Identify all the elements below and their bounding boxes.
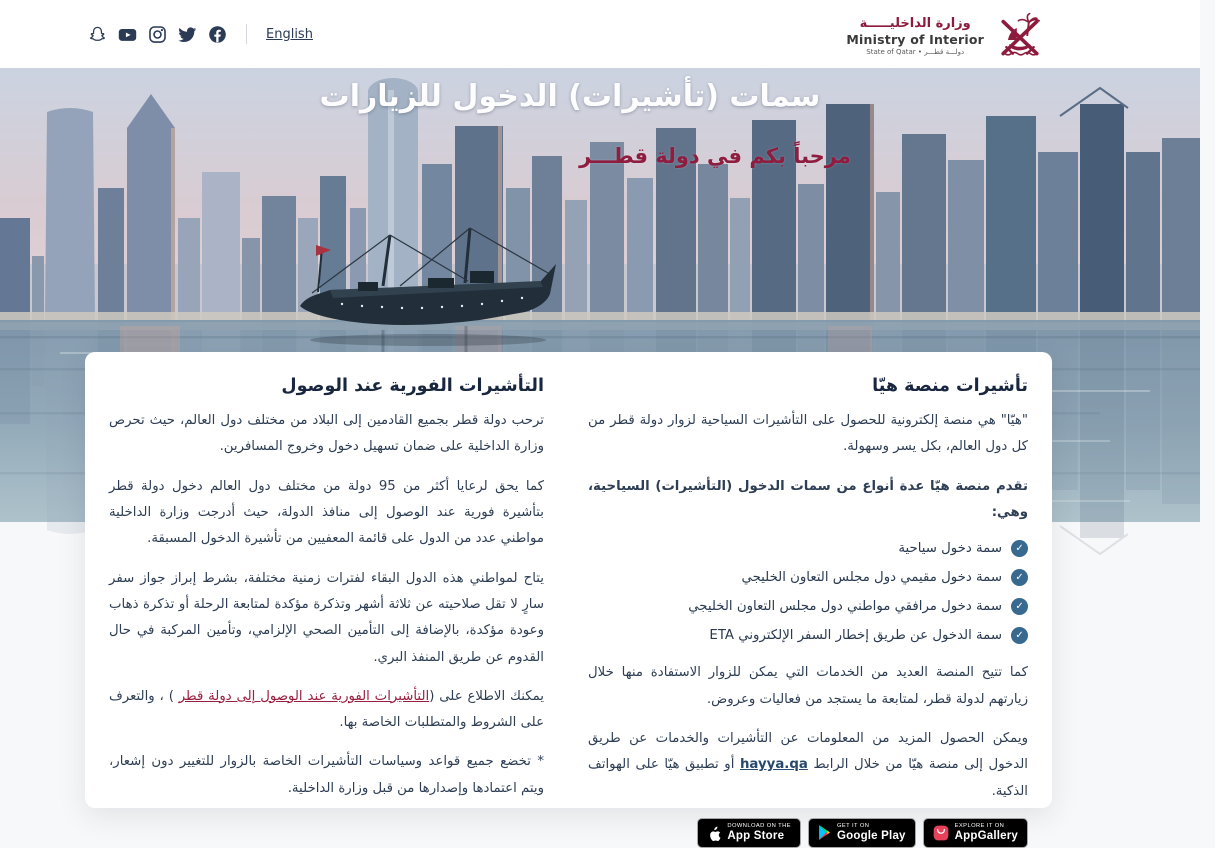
check-icon: ✓ (1011, 569, 1028, 586)
hayya-intro-line: تقدم منصة هيّا عدة أنواع من سمات الدخول (التأشيرات) السياحية، وهي: (588, 478, 1028, 520)
list-item (588, 592, 1028, 621)
list-item (588, 534, 1028, 563)
content-card (85, 352, 1052, 842)
badge-top-text: EXPLORE IT ON (954, 822, 1005, 829)
hayya-paragraph-2: كما تتيح المنصة العديد من الخدمات التي يمكن للزوار الاستفادة منها خلال زيارتهم لدولة قطر، لمتابعة ما يستجد من فعاليات وعروض. (588, 665, 1028, 707)
list-item (588, 621, 1028, 650)
moi-logo-arabic: وزارة الداخليـــــة (859, 15, 971, 31)
visa-types-list (588, 534, 1028, 650)
google-play-icon (818, 825, 831, 840)
app-store-badges (588, 818, 1028, 848)
badge-top-text: GET IT ON (836, 822, 870, 829)
list-item-label: سمة دخول مقيمي دول مجلس التعاون الخليجي (741, 570, 1002, 586)
hayya-paragraph-1: "هيّا" هي منصة إلكترونية للحصول على التأشيرات السياحية لزوار دولة قطر من كل دول العالم، بكل يسر وسهولة. (588, 413, 1028, 455)
disclaimer-note: * تخضع جميع قواعد وسياسات التأشيرات الخاصة بالزوار للتغيير دون إشعار، ويتم اعتمادها وإصدارها من قبل وزارة الداخلية. (109, 754, 544, 796)
arrival-visas-link[interactable]: التأشيرات الفورية عند الوصول إلى دولة قطر (178, 688, 430, 704)
moi-logo-text (846, 16, 984, 57)
arrival-paragraph-2: كما يحق لرعايا أكثر من 95 دولة من مختلف دول العالم دخول دولة قطر بتأشيرة فورية عند الوصول إلى منافذ الدولة، حيث أدرجت وزارة الداخلية مواطني عدد من الدول على قائمة المعفيين من تأشيرة الدخول المسبقة. (109, 478, 544, 547)
moi-logo[interactable] (846, 11, 1048, 61)
arrival-heading: التأشيرات الفورية عند الوصول (281, 376, 544, 396)
list-item-label: سمة الدخول عن طريق إخطار السفر الإلكتروني ETA (709, 628, 1002, 644)
arrival-paragraph-4 (109, 684, 544, 737)
snapchat-icon[interactable] (88, 25, 107, 44)
check-icon: ✓ (1011, 540, 1028, 557)
social-links (88, 24, 313, 44)
header-divider (246, 24, 247, 44)
hayya-heading: تأشيرات منصة هيّا (872, 376, 1028, 396)
list-item (588, 563, 1028, 592)
badge-bottom-text: App Store (727, 829, 785, 842)
page-title: سمات (تأشيرات) الدخول للزيارات (319, 79, 821, 114)
list-item-label: سمة دخول سياحية (898, 541, 1002, 557)
appgallery-icon (933, 825, 949, 841)
youtube-icon[interactable] (118, 25, 137, 44)
hayya-p3-text: ويمكن الحصول المزيد من المعلومات عن التأشيرات والخدمات عن طريق الدخول إلى منصة هيّا من خلال الرابط (588, 730, 1029, 773)
arrival-paragraph-3: يتاح لمواطني هذه الدول البقاء لفترات زمنية مختلفة، بشرط إبراز جواز سفر سارٍ لا تقل صلاحيته عن ثلاثة أشهر وتذكرة مؤكدة لمتابعة الرحلة أو تذكرة ذهاب وعودة مؤكدة، بالإضافة إلى التأمين الصحي الإلزامي، وتأمين المركبة في حال القدوم عن طريق المنفذ البري. (109, 570, 544, 665)
arrival-p4-text: يمكنك الاطلاع على ( (429, 688, 544, 704)
arrival-paragraph-1: ترحب دولة قطر بجميع القادمين إلى البلاد من مختلف دول العالم، حيث تحرص وزارة الداخلية على ضمان تسهيل دخول وخروج المسافرين. (109, 413, 544, 455)
badge-bottom-text: Google Play (836, 829, 906, 842)
list-item-label: سمة دخول مرافقي مواطني دول مجلس التعاون الخليجي (688, 599, 1002, 615)
app-store-badge[interactable] (697, 818, 801, 848)
hayya-qa-link[interactable]: hayya.qa (739, 757, 808, 773)
apple-icon (707, 825, 721, 841)
moi-logo-english: Ministry of Interior (846, 31, 984, 47)
page-subtitle: مرحباً بكم في دولة قطـــر (579, 144, 851, 168)
badge-top-text: DOWNLOAD ON THE (727, 822, 791, 829)
google-play-badge[interactable] (808, 818, 916, 848)
badge-bottom-text: AppGallery (954, 829, 1018, 842)
twitter-icon[interactable] (178, 25, 197, 44)
hayya-p3-text-after: أو تطبيق هيّا على الهواتف الذكية. (588, 757, 1028, 799)
instagram-icon[interactable] (148, 25, 167, 44)
top-header (0, 0, 1200, 68)
hayya-paragraph-3 (588, 726, 1028, 805)
check-icon: ✓ (1011, 627, 1028, 644)
appgallery-badge[interactable] (923, 818, 1028, 848)
check-icon: ✓ (1011, 598, 1028, 615)
section-hayya-visas (588, 370, 1028, 848)
arrival-p4-text-after: ) ، والتعرف على الشروط والمتطلبات الخاصة بها. (109, 688, 544, 731)
facebook-icon[interactable] (208, 25, 227, 44)
moi-emblem-icon (992, 11, 1048, 61)
section-arrival-visas (109, 370, 544, 848)
moi-logo-subtitle: State of Qatar • دولـــة قطـــر (866, 47, 965, 56)
language-switch-link[interactable]: English (266, 26, 313, 42)
